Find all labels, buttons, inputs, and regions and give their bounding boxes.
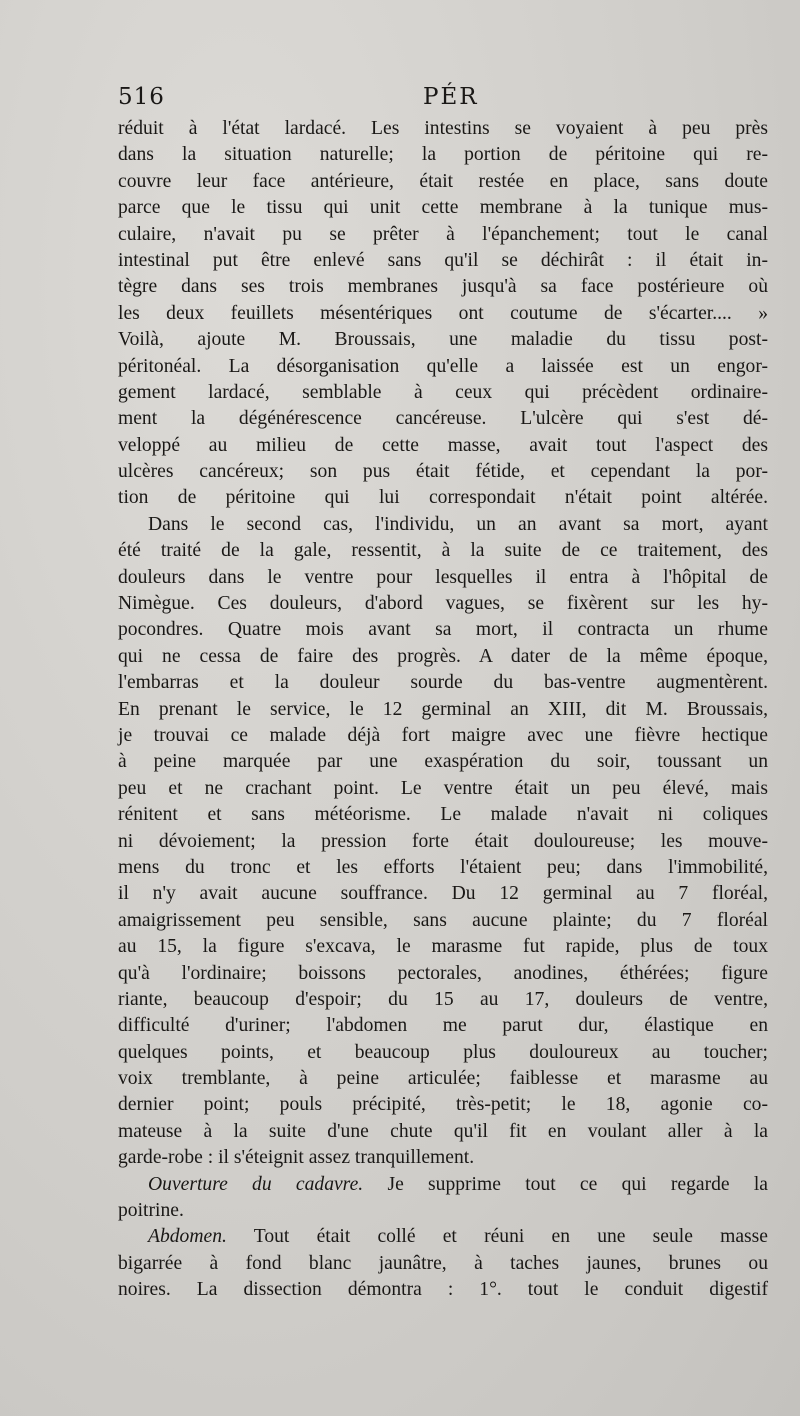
text-line	[118, 327, 768, 353]
text-line	[118, 538, 768, 564]
body-text	[118, 116, 768, 1304]
text-line	[118, 116, 768, 142]
text-line	[118, 908, 768, 934]
line-text: l'embarras et la douleur sourde du bas-ventre augmentèrent.	[118, 672, 768, 694]
line-text: dans la situation naturelle; la portion de péritoine qui re-	[118, 144, 768, 166]
line-text: Je supprime tout ce qui regarde la	[363, 1173, 768, 1195]
line-text: culaire, n'avait pu se prêter à l'épanchement; tout le canal	[118, 223, 768, 245]
text-line	[118, 380, 768, 406]
line-text: parce que le tissu qui unit cette membrane à la tunique mus-	[118, 197, 768, 219]
line-text: qui ne cessa de faire des progrès. A dater de la même époque,	[118, 645, 768, 667]
text-line	[118, 1145, 768, 1171]
text-line	[118, 1066, 768, 1092]
text-line	[118, 934, 768, 960]
line-text: douleurs dans le ventre pour lesquelles il entra à l'hôpital de	[118, 566, 768, 588]
line-text: ni dévoiement; la pression forte était douloureuse; les mouve-	[118, 830, 768, 852]
text-line	[118, 354, 768, 380]
text-line	[118, 697, 768, 723]
line-text: veloppé au milieu de cette masse, avait tout l'aspect des	[118, 434, 768, 456]
text-line	[118, 881, 768, 907]
text-line	[118, 1198, 768, 1224]
line-text: mens du tronc et les efforts l'étaient peu; dans l'immobilité,	[118, 856, 768, 878]
text-line	[118, 749, 768, 775]
text-line	[118, 142, 768, 168]
line-text: En prenant le service, le 12 germinal an XIII, dit M. Broussais,	[118, 698, 768, 720]
line-text: couvre leur face antérieure, était restée en place, sans doute	[118, 170, 768, 192]
text-line	[118, 670, 768, 696]
text-line	[118, 459, 768, 485]
line-text: intestinal put être enlevé sans qu'il se déchirât : il était in-	[118, 249, 768, 271]
page-header	[118, 84, 768, 118]
text-line	[118, 301, 768, 327]
line-text: qu'à l'ordinaire; boissons pectorales, anodines, éthérées; figure	[118, 962, 768, 984]
text-line	[118, 274, 768, 300]
text-line	[118, 829, 768, 855]
line-text: il n'y avait aucune souffrance. Du 12 germinal au 7 floréal,	[118, 883, 768, 905]
text-line	[118, 1277, 768, 1303]
line-text: réduit à l'état lardacé. Les intestins se voyaient à peu près	[118, 118, 768, 139]
text-line	[118, 1040, 768, 1066]
italic-heading: Ouverture du cadavre.	[148, 1173, 364, 1195]
line-text: quelques points, et beaucoup plus douloureux au toucher;	[118, 1041, 768, 1063]
line-text: amaigrissement peu sensible, sans aucune plainte; du 7 floréal	[118, 909, 768, 931]
line-text: rénitent et sans météorisme. Le malade n'avait ni coliques	[118, 804, 768, 826]
text-line	[118, 248, 768, 274]
line-text: mateuse à la suite d'une chute qu'il fit en voulant aller à la	[118, 1120, 768, 1142]
text-line	[118, 1251, 768, 1277]
text-line	[118, 961, 768, 987]
text-line	[118, 617, 768, 643]
line-text: peu et ne crachant point. Le ventre était un peu élevé, mais	[118, 777, 768, 799]
line-text: Tout était collé et réuni en une seule masse	[226, 1226, 768, 1248]
text-line	[118, 512, 768, 538]
running-head: PÉR	[423, 84, 479, 110]
line-text: difficulté d'uriner; l'abdomen me parut dur, élastique en	[118, 1015, 768, 1037]
line-text: riante, beaucoup d'espoir; du 15 au 17, douleurs de ventre,	[118, 988, 768, 1010]
line-text: Nimègue. Ces douleurs, d'abord vagues, se fixèrent sur les hy-	[118, 593, 768, 615]
line-text: les deux feuillets mésentériques ont coutume de s'écarter.... »	[118, 302, 768, 324]
line-text: Dans le second cas, l'individu, un an avant sa mort, ayant	[148, 513, 768, 535]
page-number: 516	[118, 84, 165, 110]
text-line	[118, 802, 768, 828]
text-line	[118, 855, 768, 881]
text-line	[118, 222, 768, 248]
text-line	[118, 644, 768, 670]
text-line	[118, 169, 768, 195]
line-text: dernier point; pouls précipité, très-petit; le 18, agonie co-	[118, 1094, 768, 1116]
line-text: pocondres. Quatre mois avant sa mort, il contracta un rhume	[118, 619, 768, 641]
line-text: garde-robe : il s'éteignit assez tranquillement.	[118, 1147, 475, 1169]
line-text: bigarrée à fond blanc jaunâtre, à taches jaunes, brunes ou	[118, 1252, 768, 1274]
italic-heading: Abdomen.	[148, 1226, 227, 1248]
text-line	[118, 195, 768, 221]
text-line	[118, 1013, 768, 1039]
line-text: été traité de la gale, ressentit, à la suite de ce traitement, des	[118, 540, 768, 562]
line-text: Voilà, ajoute M. Broussais, une maladie du tissu post-	[118, 329, 768, 351]
line-text: voix tremblante, à peine articulée; faiblesse et marasme au	[118, 1068, 768, 1090]
line-text: poitrine.	[118, 1200, 184, 1222]
line-text: au 15, la figure s'excava, le marasme fut rapide, plus de toux	[118, 936, 768, 958]
line-text: tègre dans ses trois membranes jusqu'à sa face postérieure où	[118, 276, 768, 298]
text-line	[118, 1172, 768, 1198]
line-text: ulcères cancéreux; son pus était fétide, et cependant la por-	[118, 461, 768, 483]
line-text: péritonéal. La désorganisation qu'elle a laissée est un engor-	[118, 355, 768, 377]
text-line	[118, 1092, 768, 1118]
text-line	[118, 565, 768, 591]
text-line	[118, 433, 768, 459]
line-text: gement lardacé, semblable à ceux qui précèdent ordinaire-	[118, 381, 768, 403]
line-text: tion de péritoine qui lui correspondait n'était point altérée.	[118, 487, 768, 509]
line-text: à peine marquée par une exaspération du soir, toussant un	[118, 751, 768, 773]
text-line	[118, 1224, 768, 1250]
line-text: ment la dégénérescence cancéreuse. L'ulcère qui s'est dé-	[118, 408, 768, 430]
text-line	[118, 406, 768, 432]
text-line	[118, 723, 768, 749]
text-line	[118, 987, 768, 1013]
text-line	[118, 1119, 768, 1145]
line-text: noires. La dissection démontra : 1°. tout le conduit digestif	[118, 1279, 768, 1301]
text-line	[118, 485, 768, 511]
line-text: je trouvai ce malade déjà fort maigre avec une fièvre hectique	[118, 724, 768, 746]
text-line	[118, 591, 768, 617]
text-line	[118, 776, 768, 802]
